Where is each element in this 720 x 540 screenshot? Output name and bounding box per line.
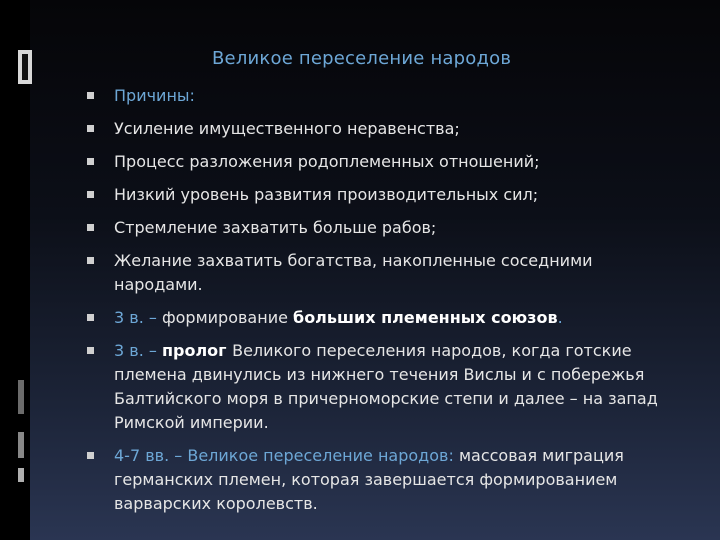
bullet-item: [86, 84, 686, 108]
bullet-text: Процесс разложения родоплеменных отношений;: [114, 152, 540, 171]
decorative-bar: [18, 432, 24, 458]
bullet-text: 3 в. –: [114, 341, 162, 360]
square-bullet-icon: [87, 92, 94, 99]
square-bullet-icon: [87, 452, 94, 459]
bullet-text: Усиление имущественного неравенства;: [114, 119, 460, 138]
bullet-text: больших племенных союзов: [293, 308, 558, 327]
bullet-text: 3 в. –: [114, 308, 162, 327]
bullet-text: формирование: [161, 308, 294, 327]
bullet-text: Стремление захватить больше рабов;: [114, 218, 437, 237]
square-bullet-icon: [87, 191, 94, 198]
bullet-item: [86, 150, 686, 174]
bullet-text: Великого переселения народов, когда готские племена двинулись из нижнего течения Вислы и с побережья Балтийского моря в причерноморские степи и далее – на запад Римской империи.: [114, 341, 658, 432]
bullet-item: [86, 444, 686, 516]
decorative-bar: [18, 468, 24, 482]
bullet-item: [86, 306, 686, 330]
square-bullet-icon: [87, 314, 94, 321]
bullet-text: Желание захватить богатства, накопленные соседними народами.: [114, 251, 593, 294]
bullet-text: 4-7 вв. – Великое переселение народов:: [114, 446, 454, 465]
bullet-text: Низкий уровень развития производительных сил;: [114, 185, 539, 204]
bullet-item: [86, 339, 686, 435]
square-bullet-icon: [87, 224, 94, 231]
bullet-list: [86, 84, 686, 516]
square-bullet-icon: [87, 347, 94, 354]
decorative-bar: [18, 380, 24, 414]
square-bullet-icon: [87, 125, 94, 132]
bullet-text: Причины:: [114, 86, 195, 105]
bullet-item: [86, 249, 686, 297]
bullet-item: [86, 117, 686, 141]
bullet-text: пролог: [161, 341, 233, 360]
bullet-item: [86, 216, 686, 240]
slide-title: Великое переселение народов: [212, 48, 512, 69]
bullet-item: [86, 183, 686, 207]
bullet-text: массовая миграция германских племен, которая завершается формированием варварских королевств.: [114, 446, 624, 513]
decorative-bar: [18, 50, 32, 84]
bullet-text: .: [557, 308, 563, 327]
square-bullet-icon: [87, 158, 94, 165]
square-bullet-icon: [87, 257, 94, 264]
